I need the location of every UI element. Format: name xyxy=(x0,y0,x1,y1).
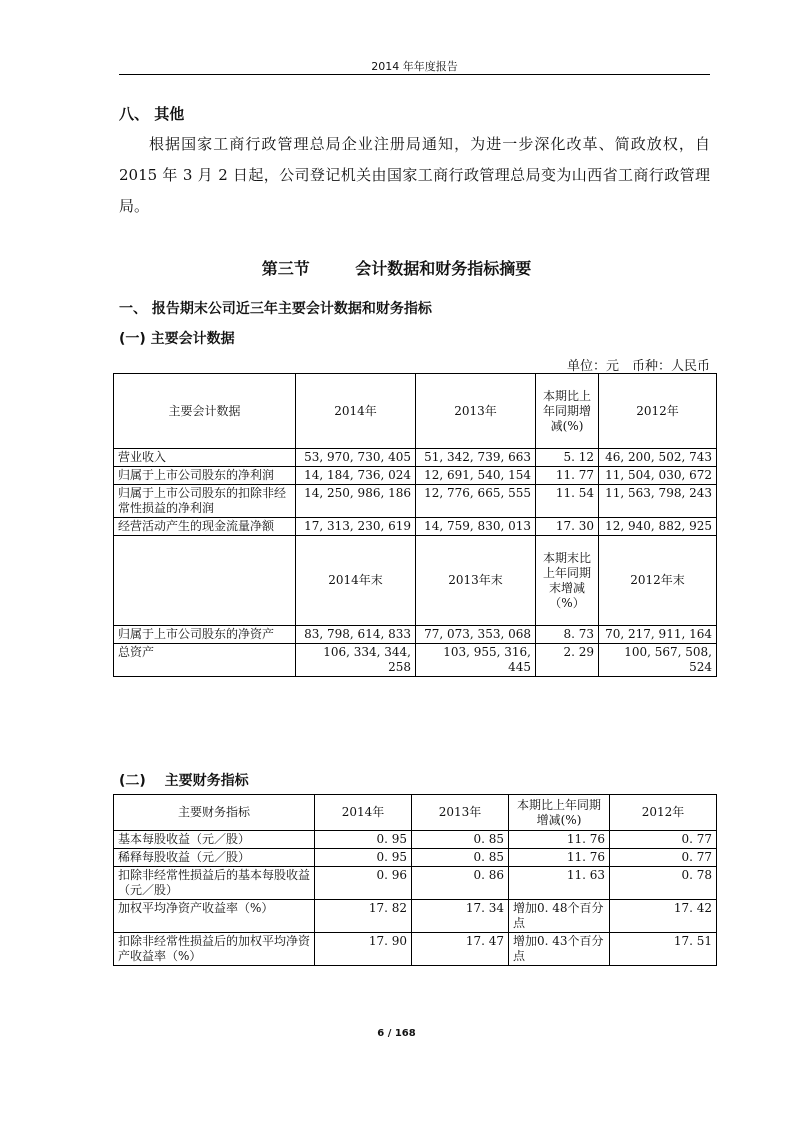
table-cell: 0. 85 xyxy=(412,831,509,849)
table-row xyxy=(114,626,717,644)
table-cell: 基本每股收益（元／股） xyxy=(114,831,315,849)
table-cell: 11. 77 xyxy=(536,467,599,485)
table-cell: 83, 798, 614, 833 xyxy=(296,626,416,644)
table-cell: 扣除非经常性损益后的加权平均净资产收益率（%） xyxy=(114,933,315,966)
table-header-cell: 本期末比上年同期末增减（%） xyxy=(536,536,599,626)
table-cell: 营业收入 xyxy=(114,449,296,467)
table-cell: 0. 86 xyxy=(412,867,509,900)
table-cell: 归属于上市公司股东的净资产 xyxy=(114,626,296,644)
table-cell: 2. 29 xyxy=(536,644,599,677)
financial-indicators-table xyxy=(113,794,717,966)
table-cell: 增加0. 43个百分点 xyxy=(509,933,610,966)
table-cell: 扣除非经常性损益后的基本每股收益（元／股） xyxy=(114,867,315,900)
table-cell: 17. 90 xyxy=(315,933,412,966)
table-cell: 0. 78 xyxy=(610,867,717,900)
table-row xyxy=(114,933,717,966)
table-cell: 11. 54 xyxy=(536,485,599,518)
table-header-cell: 2013年 xyxy=(416,374,536,449)
section-paragraph: 根据国家工商行政管理总局企业注册局通知，为进一步深化改革、简政放权，自 2015 年 3 月 2 日起，公司登记机关由国家工商行政管理总局变为山西省工商行政管理局。 xyxy=(119,135,710,215)
table-header-cell: 2014年末 xyxy=(296,536,416,626)
table-row xyxy=(114,485,717,518)
table-row xyxy=(114,449,717,467)
table-header-cell: 2013年 xyxy=(412,795,509,831)
table-row xyxy=(114,849,717,867)
table-header-cell: 主要会计数据 xyxy=(114,374,296,449)
table-header-cell: 本期比上年同期增减(%) xyxy=(509,795,610,831)
page-header: 2014 年年度报告 xyxy=(371,60,458,73)
table-cell: 106, 334, 344, 258 xyxy=(296,644,416,677)
table-row xyxy=(114,467,717,485)
table-cell: 46, 200, 502, 743 xyxy=(599,449,717,467)
table-cell: 17. 42 xyxy=(610,900,717,933)
table-row xyxy=(114,644,717,677)
table-cell: 11. 63 xyxy=(509,867,610,900)
table-cell: 70, 217, 911, 164 xyxy=(599,626,717,644)
table-cell: 11, 504, 030, 672 xyxy=(599,467,717,485)
table-header-row xyxy=(114,374,717,449)
page-number: 6 / 168 xyxy=(377,1028,416,1039)
table-cell: 5. 12 xyxy=(536,449,599,467)
table-cell: 0. 77 xyxy=(610,831,717,849)
table-cell: 17, 313, 230, 619 xyxy=(296,518,416,536)
table-header-cell xyxy=(114,536,296,626)
table-row xyxy=(114,831,717,849)
table-cell: 17. 82 xyxy=(315,900,412,933)
table-row xyxy=(114,900,717,933)
table-row xyxy=(114,867,717,900)
table-cell: 0. 77 xyxy=(610,849,717,867)
table-cell: 14, 759, 830, 013 xyxy=(416,518,536,536)
section-heading-other: 八、 其他 xyxy=(119,105,185,123)
table-cell: 0. 96 xyxy=(315,867,412,900)
unit-note: 单位：元 币种：人民币 xyxy=(566,359,710,374)
table-cell: 归属于上市公司股东的扣除非经常性损益的净利润 xyxy=(114,485,296,518)
table-cell: 103, 955, 316, 445 xyxy=(416,644,536,677)
table-header-row xyxy=(114,795,717,831)
table-cell: 加权平均净资产收益率（%） xyxy=(114,900,315,933)
table-cell: 12, 691, 540, 154 xyxy=(416,467,536,485)
accounting-data-table xyxy=(113,373,717,677)
table-cell: 归属于上市公司股东的净利润 xyxy=(114,467,296,485)
table-cell: 17. 30 xyxy=(536,518,599,536)
header-rule xyxy=(119,74,710,75)
table-cell: 17. 51 xyxy=(610,933,717,966)
table-cell: 17. 47 xyxy=(412,933,509,966)
table-cell: 14, 184, 736, 024 xyxy=(296,467,416,485)
table-cell: 51, 342, 739, 663 xyxy=(416,449,536,467)
table-cell: 77, 073, 353, 068 xyxy=(416,626,536,644)
table-header-cell: 2012年 xyxy=(610,795,717,831)
table-cell: 0. 95 xyxy=(315,831,412,849)
table-cell: 稀释每股收益（元／股） xyxy=(114,849,315,867)
table-row xyxy=(114,518,717,536)
table-cell: 总资产 xyxy=(114,644,296,677)
chapter-number: 第三节 xyxy=(261,259,310,278)
table-header-cell: 2012年 xyxy=(599,374,717,449)
table-cell: 11. 76 xyxy=(509,849,610,867)
table-header-row xyxy=(114,536,717,626)
table-cell: 0. 95 xyxy=(315,849,412,867)
table-cell: 14, 250, 986, 186 xyxy=(296,485,416,518)
table-cell: 增加0. 48个百分点 xyxy=(509,900,610,933)
table-cell: 12, 776, 665, 555 xyxy=(416,485,536,518)
sub1-heading: (一) 主要会计数据 xyxy=(119,331,235,347)
table-cell: 8. 73 xyxy=(536,626,599,644)
table-cell: 12, 940, 882, 925 xyxy=(599,518,717,536)
part1-heading: 一、 报告期末公司近三年主要会计数据和财务指标 xyxy=(119,301,432,317)
table-header-cell: 本期比上年同期增减(%) xyxy=(536,374,599,449)
table-cell: 53, 970, 730, 405 xyxy=(296,449,416,467)
table-cell: 经营活动产生的现金流量净额 xyxy=(114,518,296,536)
table-header-cell: 2014年 xyxy=(315,795,412,831)
table-cell: 17. 34 xyxy=(412,900,509,933)
table-header-cell: 2014年 xyxy=(296,374,416,449)
chapter-title xyxy=(0,256,793,279)
table-cell: 100, 567, 508, 524 xyxy=(599,644,717,677)
table-cell: 11, 563, 798, 243 xyxy=(599,485,717,518)
table-header-cell: 2013年末 xyxy=(416,536,536,626)
table-cell: 11. 76 xyxy=(509,831,610,849)
table-header-cell: 2012年末 xyxy=(599,536,717,626)
table-header-cell: 主要财务指标 xyxy=(114,795,315,831)
chapter-name: 会计数据和财务指标摘要 xyxy=(355,259,532,278)
table-cell: 0. 85 xyxy=(412,849,509,867)
sub2-heading: (二) 主要财务指标 xyxy=(119,773,249,789)
